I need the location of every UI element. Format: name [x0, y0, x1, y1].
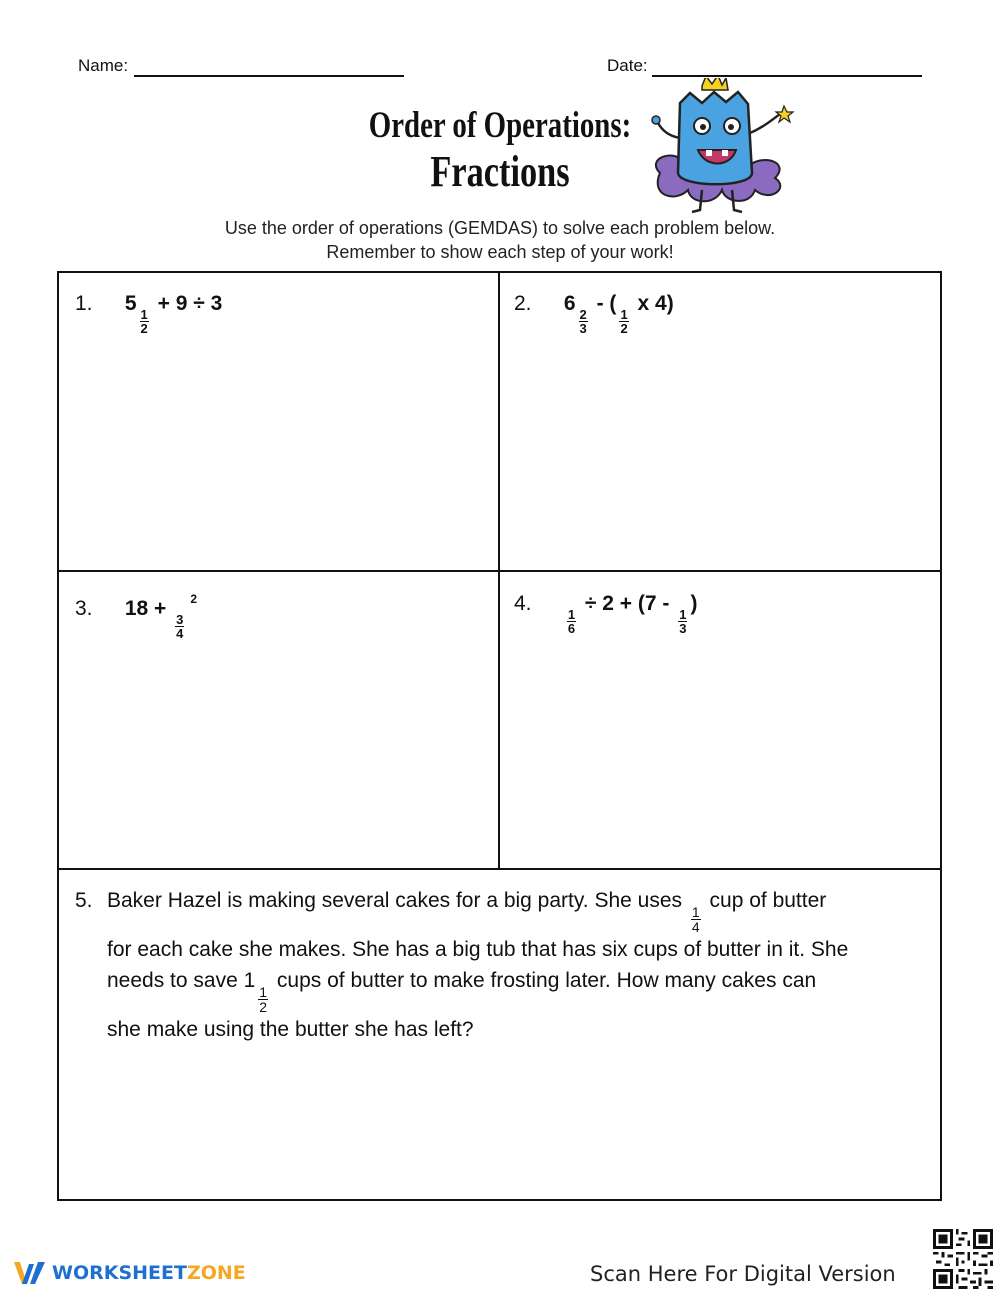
problem-1[interactable] [75, 292, 222, 335]
problem-number: 2. [514, 292, 532, 315]
problem-4[interactable] [514, 592, 697, 635]
problem-expression: 5 $\frac{1}{2}$ + 9 ÷ 3 [124, 292, 223, 336]
name-label: Name: [78, 56, 129, 75]
qr-code-icon[interactable] [933, 1229, 993, 1289]
problem-5[interactable] [75, 885, 937, 1045]
fraction: $\frac{2}{3}$ [579, 307, 587, 336]
problem-expression: $\frac{1}{6}$ ÷ 2 + (7 - $\frac{1}{3}$ ) [567, 592, 698, 636]
word-problem-line-3: needs to save 1 $\frac{1}{2}$ cups of butter to make frosting later. How many cakes can [107, 969, 817, 1015]
problem-expression: 18 + $\frac{3}{4}$ $^2$ [124, 592, 198, 641]
page-title: Order of Operations: [368, 105, 632, 146]
word-problem-line-4: she make using the butter she has left? [107, 1018, 474, 1041]
problem-number: 5. [75, 889, 93, 912]
name-line[interactable] [134, 75, 404, 77]
problem-number: 3. [75, 597, 93, 620]
word-problem-line-2: for each cake she makes. She has a big tub that has six cups of butter in it. She [107, 938, 849, 961]
page-subtitle: Fractions [430, 147, 570, 196]
fraction: $\frac{1}{6}$ [567, 607, 576, 636]
problem-number: 1. [75, 292, 93, 315]
fraction: $\frac{1}{2}$ [140, 307, 148, 336]
problem-expression: 6 $\frac{2}{3}$ - ( $\frac{1}{2}$ x 4) [563, 292, 674, 336]
instructions-line-2: Remember to show each step of your work! [326, 242, 674, 262]
grid-divider-row-1 [58, 570, 941, 572]
instructions-line-1: Use the order of operations (GEMDAS) to solve each problem below. [224, 218, 776, 238]
fraction: $\frac{1}{4}$ [691, 904, 700, 935]
grid-divider-row-2 [58, 868, 941, 870]
scan-text: Scan Here For Digital Version [590, 1262, 896, 1286]
word-problem-line-1: Baker Hazel is making several cakes for a big party. She uses $\frac{1}{4}$ cup of butter [107, 889, 827, 935]
fraction: $\frac{1}{2}$ [259, 984, 268, 1015]
worksheet-zone-logo-icon [12, 1258, 48, 1288]
fraction: $\frac{1}{2}$ [620, 307, 628, 336]
date-label: Date: [607, 56, 648, 75]
problem-3[interactable] [75, 592, 197, 640]
brand-name: WORKSHEETZONE [52, 1262, 246, 1284]
exponent: 2 [190, 592, 198, 606]
fraction: $\frac{1}{3}$ [679, 607, 687, 636]
problem-number: 4. [514, 592, 532, 615]
blue-monster-mascot-icon [640, 78, 800, 218]
date-line[interactable] [652, 75, 922, 77]
problem-2[interactable] [514, 292, 674, 335]
fraction: $\frac{3}{4}$ [176, 612, 184, 641]
